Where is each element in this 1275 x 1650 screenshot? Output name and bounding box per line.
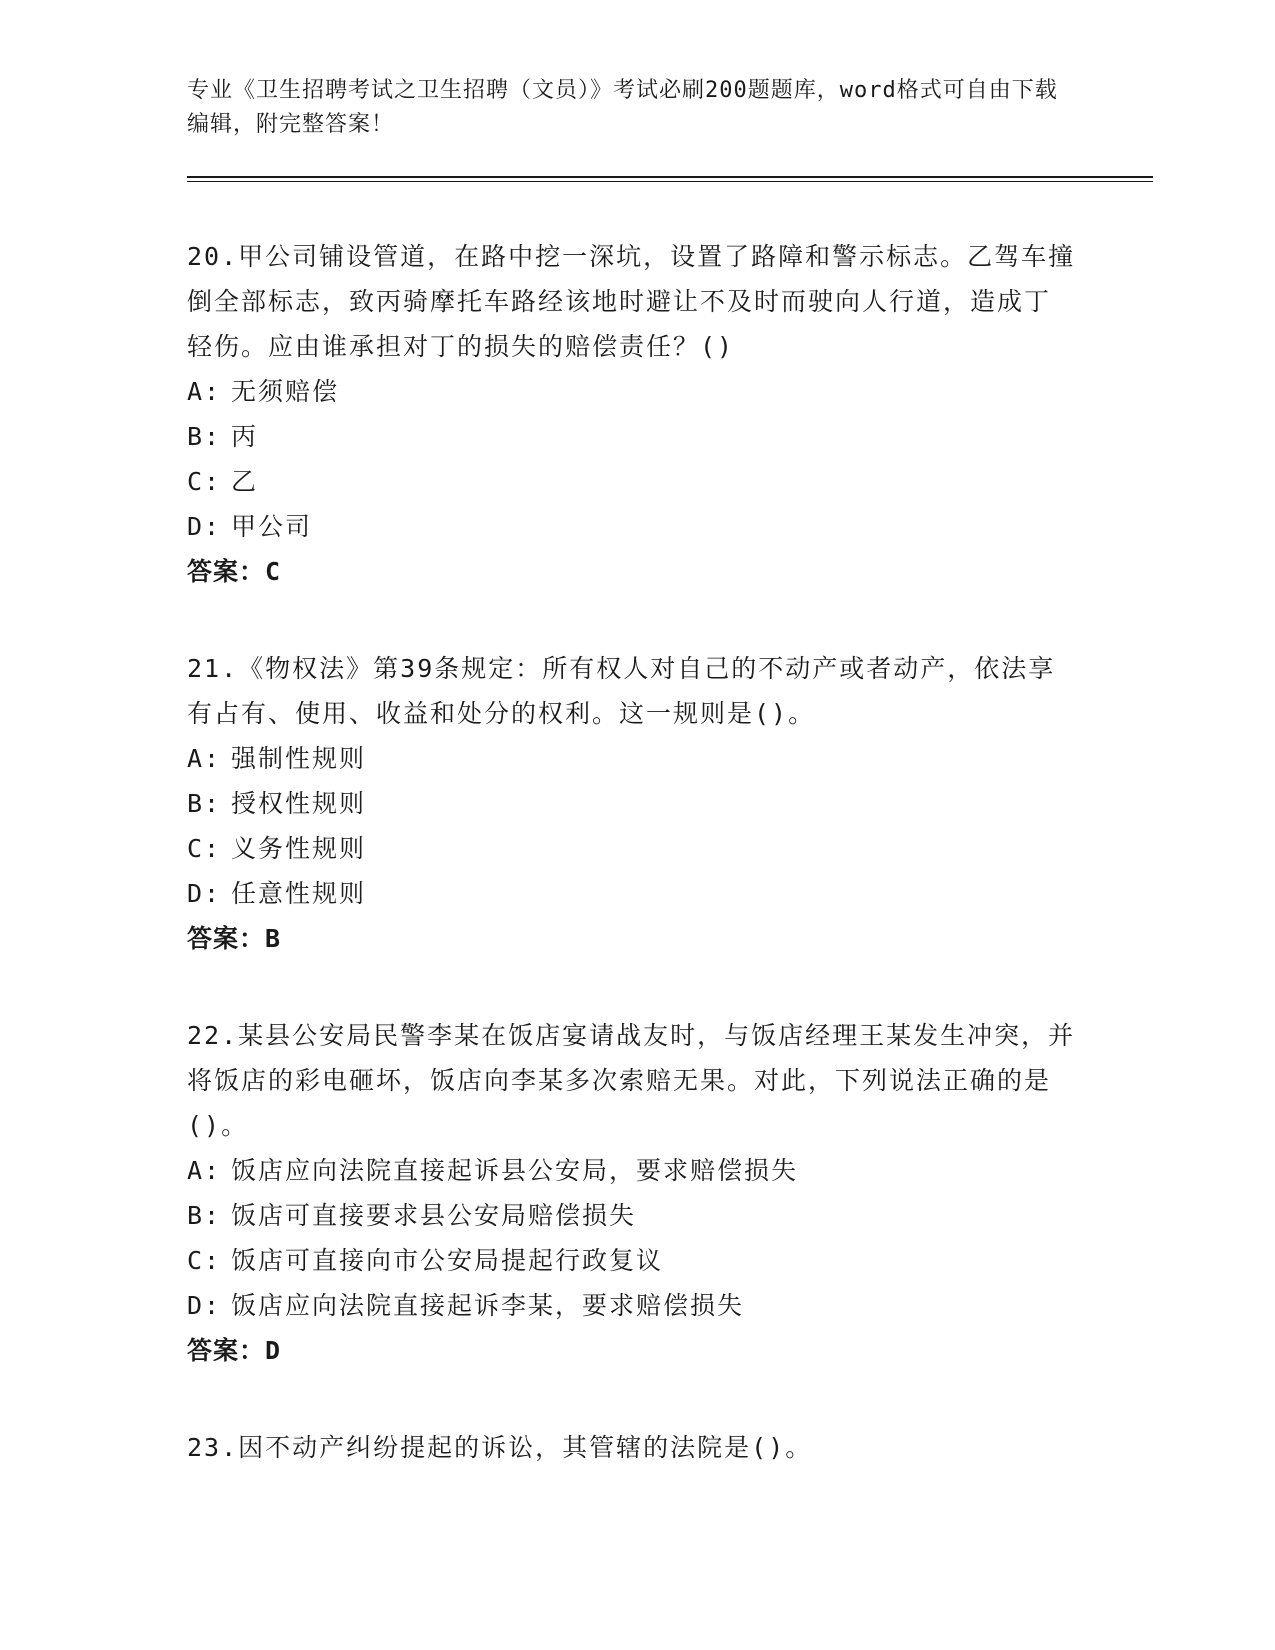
option-d xyxy=(187,504,1077,549)
question-21 xyxy=(187,646,1077,961)
question-text: 23.因不动产纠纷提起的诉讼，其管辖的法院是()。 xyxy=(187,1433,813,1462)
option-letter: B: xyxy=(187,1201,222,1230)
answer-label: 答案： xyxy=(187,1336,266,1365)
option-letter: C: xyxy=(187,467,222,496)
option-letter: A: xyxy=(187,1156,222,1185)
option-text: 饭店应向法院直接起诉李某，要求赔偿损失 xyxy=(231,1291,745,1320)
question-list xyxy=(187,234,1077,1522)
question-text: 22.某县公安局民警李某在饭店宴请战友时，与饭店经理王某发生冲突，并将饭店的彩电砸坏，饭店向李某多次索赔无果。对此，下列说法正确的是()。 xyxy=(187,1021,1076,1140)
option-letter: C: xyxy=(187,1246,222,1275)
question-text: 21.《物权法》第39条规定：所有权人对自己的不动产或者动产，依法享有占有、使用、收益和处分的权利。这一规则是()。 xyxy=(187,654,1056,728)
answer-value: B xyxy=(265,924,282,953)
question-23 xyxy=(187,1425,1077,1470)
option-text: 义务性规则 xyxy=(231,834,367,863)
answer-value: D xyxy=(265,1336,282,1365)
option-a xyxy=(187,369,1077,414)
option-letter: B: xyxy=(187,789,222,818)
answer-line xyxy=(187,916,1077,961)
option-letter: B: xyxy=(187,422,222,451)
header-divider-thin xyxy=(187,181,1153,182)
answer-line xyxy=(187,1328,1077,1373)
option-c xyxy=(187,1238,1077,1283)
option-d xyxy=(187,871,1077,916)
option-c xyxy=(187,826,1077,871)
answer-value: C xyxy=(265,557,282,586)
option-letter: D: xyxy=(187,1291,222,1320)
option-letter: C: xyxy=(187,834,222,863)
option-b xyxy=(187,1193,1077,1238)
option-text: 饭店应向法院直接起诉县公安局，要求赔偿损失 xyxy=(231,1156,799,1185)
option-text: 无须赔偿 xyxy=(231,377,340,406)
answer-line xyxy=(187,549,1077,594)
question-22 xyxy=(187,1013,1077,1373)
option-d xyxy=(187,1283,1077,1328)
answer-label: 答案： xyxy=(187,557,266,586)
option-text: 乙 xyxy=(231,467,259,496)
question-20 xyxy=(187,234,1077,594)
option-a xyxy=(187,1148,1077,1193)
option-a xyxy=(187,736,1077,781)
option-letter: A: xyxy=(187,377,222,406)
option-letter: D: xyxy=(187,512,222,541)
header-intro: 专业《卫生招聘考试之卫生招聘（文员）》考试必刷200题题库，word格式可自由下载编辑，附完整答案！ xyxy=(187,78,1058,137)
header-divider-thick xyxy=(187,176,1153,178)
option-letter: D: xyxy=(187,879,222,908)
question-text: 20.甲公司铺设管道，在路中挖一深坑，设置了路障和警示标志。乙驾车撞倒全部标志，致丙骑摩托车路经该地时避让不及时而驶向人行道，造成丁轻伤。应由谁承担对丁的损失的赔偿责任？() xyxy=(187,242,1076,361)
option-text: 任意性规则 xyxy=(231,879,367,908)
answer-label: 答案： xyxy=(187,924,266,953)
option-text: 饭店可直接要求县公安局赔偿损失 xyxy=(231,1201,637,1230)
option-b xyxy=(187,414,1077,459)
option-c xyxy=(187,459,1077,504)
option-b xyxy=(187,781,1077,826)
option-text: 丙 xyxy=(231,422,259,451)
option-text: 强制性规则 xyxy=(231,744,367,773)
option-text: 授权性规则 xyxy=(231,789,367,818)
option-letter: A: xyxy=(187,744,222,773)
option-text: 甲公司 xyxy=(231,512,313,541)
option-text: 饭店可直接向市公安局提起行政复议 xyxy=(231,1246,664,1275)
